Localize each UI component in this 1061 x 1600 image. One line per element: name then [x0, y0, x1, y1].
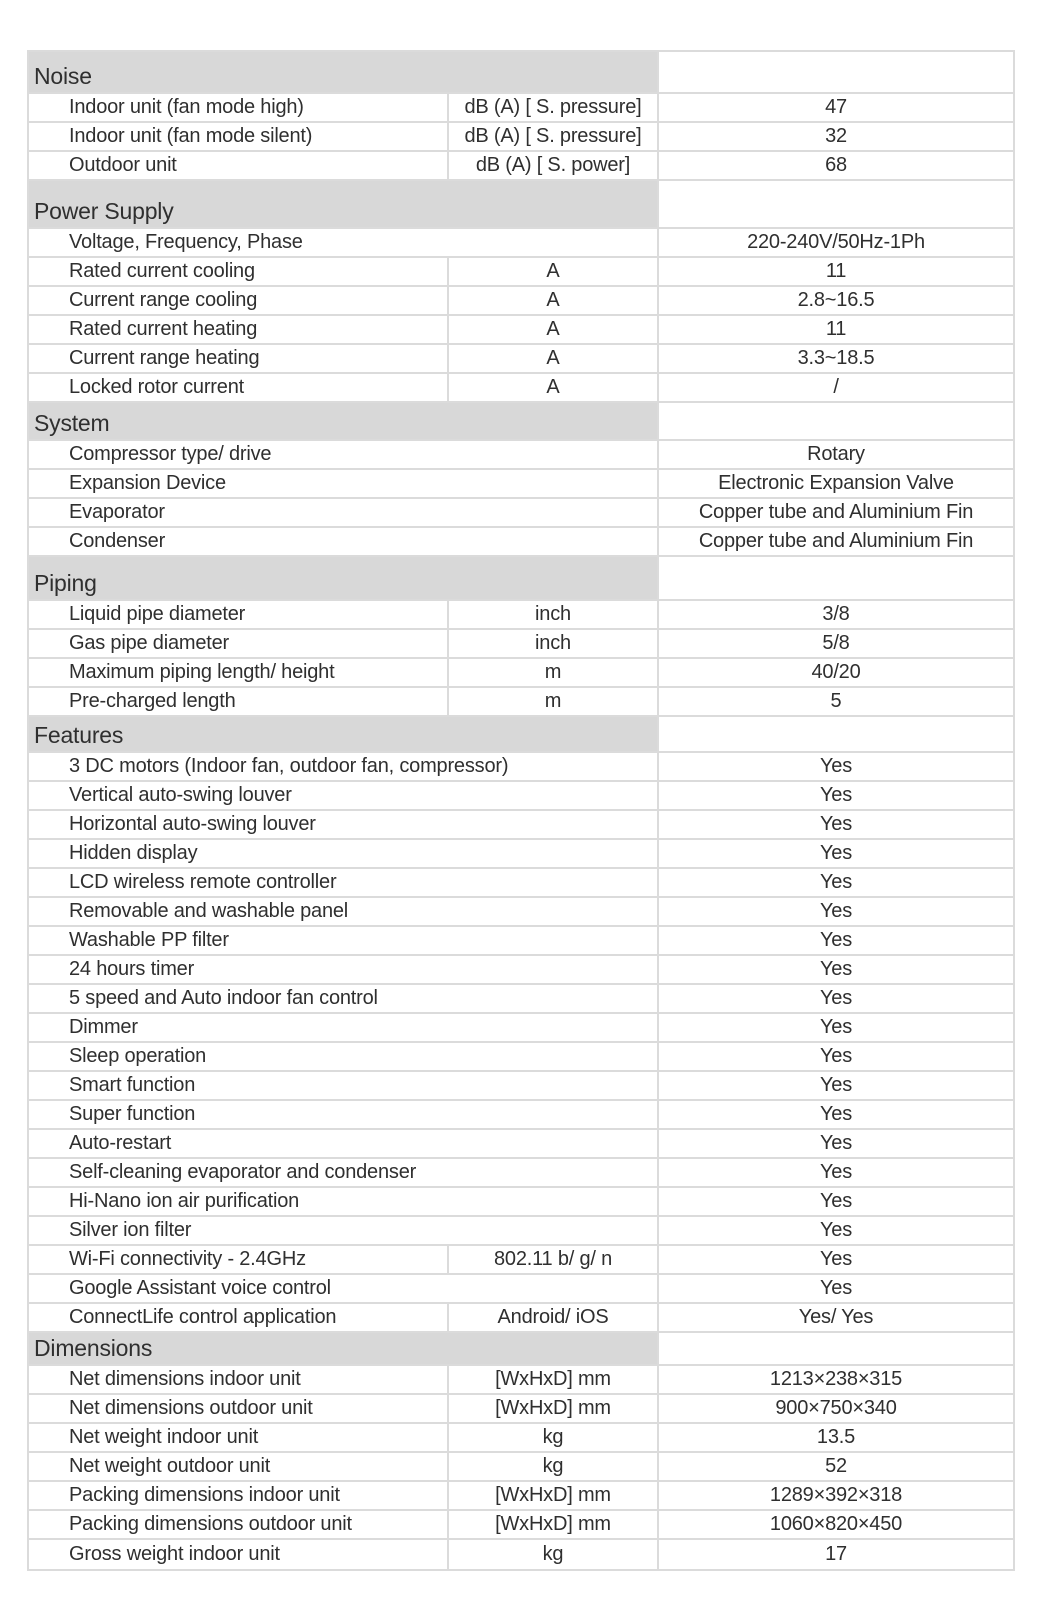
spec-value-cell: Yes	[819, 1219, 853, 1241]
spec-label-cell: Smart function	[29, 1072, 659, 1099]
spec-unit-cell: dB (A) [ S. power]	[449, 152, 659, 179]
spec-label-cell: ConnectLife control application	[29, 1304, 449, 1331]
spec-label-cell: Auto-restart	[29, 1130, 659, 1157]
spec-value-cell: Copper tube and Aluminium Fin	[698, 530, 974, 552]
spec-row	[29, 630, 1013, 659]
section-title: Power Supply	[29, 181, 659, 227]
spec-unit-cell: A	[449, 374, 659, 401]
spec-row	[29, 123, 1013, 152]
section-header-row-features	[29, 717, 1013, 753]
spec-row	[29, 345, 1013, 374]
spec-row	[29, 1072, 1013, 1101]
spec-row	[29, 1540, 1013, 1569]
spec-value-cell: 1213×238×315	[769, 1368, 903, 1390]
spec-row	[29, 1511, 1013, 1540]
spec-row	[29, 1159, 1013, 1188]
spec-row	[29, 659, 1013, 688]
spec-value-cell: 17	[825, 1543, 847, 1565]
spec-value-cell: 900×750×340	[775, 1397, 897, 1419]
spec-label-cell: Net weight indoor unit	[29, 1424, 449, 1451]
spec-row	[29, 1304, 1013, 1333]
spec-value-cell: 11	[825, 260, 847, 282]
spec-unit-cell: dB (A) [ S. pressure]	[449, 94, 659, 121]
spec-value-cell: 40/20	[811, 661, 861, 683]
spec-label-cell: Self-cleaning evaporator and condenser	[29, 1159, 659, 1186]
spec-row	[29, 374, 1013, 403]
spec-row	[29, 94, 1013, 123]
spec-label-cell: Packing dimensions indoor unit	[29, 1482, 449, 1509]
spec-value-cell: Yes	[819, 871, 853, 893]
spec-label-cell: 5 speed and Auto indoor fan control	[29, 985, 659, 1012]
spec-unit-cell: A	[449, 287, 659, 314]
spec-value-cell: 2.8~16.5	[797, 289, 875, 311]
spec-row	[29, 1395, 1013, 1424]
spec-unit-cell: kg	[449, 1453, 659, 1480]
spec-unit-cell: m	[449, 659, 659, 686]
section-header-empty-cell	[659, 52, 1013, 92]
spec-label-cell: Condenser	[29, 528, 659, 555]
spec-unit-cell: [WxHxD] mm	[449, 1482, 659, 1509]
spec-row	[29, 287, 1013, 316]
spec-value-cell: Yes	[819, 1132, 853, 1154]
spec-unit-cell: kg	[449, 1540, 659, 1569]
spec-label-cell: Washable PP filter	[29, 927, 659, 954]
spec-value-cell: Yes	[819, 842, 853, 864]
spec-label-cell: Indoor unit (fan mode high)	[29, 94, 449, 121]
spec-value-cell: 5	[830, 690, 842, 712]
spec-value-cell: Yes	[819, 900, 853, 922]
section-title: Piping	[29, 557, 659, 599]
spec-label-cell: Hidden display	[29, 840, 659, 867]
spec-value-cell: 3.3~18.5	[797, 347, 875, 369]
spec-value-cell: 220-240V/50Hz-1Ph	[747, 231, 925, 253]
spec-label-cell: 3 DC motors (Indoor fan, outdoor fan, compressor)	[29, 753, 659, 780]
spec-row	[29, 1275, 1013, 1304]
spec-value-cell: 3/8	[822, 603, 850, 625]
spec-row	[29, 229, 1013, 258]
spec-value-cell: Yes	[819, 1161, 853, 1183]
spec-label-cell: Evaporator	[29, 499, 659, 526]
spec-label-cell: Maximum piping length/ height	[29, 659, 449, 686]
spec-row	[29, 811, 1013, 840]
spec-unit-cell: [WxHxD] mm	[449, 1395, 659, 1422]
spec-value-cell: Yes	[819, 1248, 853, 1270]
spec-value-cell: Yes	[819, 1190, 853, 1212]
spec-value-cell: 47	[825, 96, 847, 118]
spec-label-cell: Rated current cooling	[29, 258, 449, 285]
spec-row	[29, 688, 1013, 717]
spec-label-cell: Gas pipe diameter	[29, 630, 449, 657]
spec-label-cell: Outdoor unit	[29, 152, 449, 179]
section-header-row-piping	[29, 557, 1013, 601]
spec-row	[29, 927, 1013, 956]
spec-unit-cell: A	[449, 316, 659, 343]
spec-value-cell: 11	[825, 318, 847, 340]
spec-unit-cell: A	[449, 258, 659, 285]
spec-unit-cell: [WxHxD] mm	[449, 1366, 659, 1393]
section-title: Features	[29, 717, 659, 751]
spec-value-cell: Yes	[819, 784, 853, 806]
spec-label-cell: Net dimensions outdoor unit	[29, 1395, 449, 1422]
spec-unit-cell: dB (A) [ S. pressure]	[449, 123, 659, 150]
spec-value-cell: Yes	[819, 1016, 853, 1038]
section-title: Dimensions	[29, 1333, 659, 1364]
spec-label-cell: Current range heating	[29, 345, 449, 372]
spec-label-cell: Dimmer	[29, 1014, 659, 1041]
spec-row	[29, 528, 1013, 557]
spec-value-cell: Yes/ Yes	[798, 1306, 874, 1328]
section-header-empty-cell	[659, 557, 1013, 599]
spec-row	[29, 956, 1013, 985]
spec-row	[29, 258, 1013, 287]
spec-label-cell: Wi-Fi connectivity - 2.4GHz	[29, 1246, 449, 1273]
spec-label-cell: Gross weight indoor unit	[29, 1540, 449, 1569]
spec-value-cell: 1289×392×318	[769, 1484, 903, 1506]
spec-label-cell: Super function	[29, 1101, 659, 1128]
spec-value-cell: Yes	[819, 813, 853, 835]
spec-row	[29, 1043, 1013, 1072]
spec-row	[29, 1366, 1013, 1395]
spec-label-cell: Voltage, Frequency, Phase	[29, 229, 659, 256]
spec-table	[27, 50, 1015, 1571]
spec-row	[29, 782, 1013, 811]
spec-value-cell: Yes	[819, 958, 853, 980]
spec-row	[29, 1217, 1013, 1246]
spec-row	[29, 1482, 1013, 1511]
spec-label-cell: Removable and washable panel	[29, 898, 659, 925]
spec-value-cell: 32	[825, 125, 847, 147]
spec-label-cell: Sleep operation	[29, 1043, 659, 1070]
spec-label-cell: Net dimensions indoor unit	[29, 1366, 449, 1393]
spec-label-cell: Expansion Device	[29, 470, 659, 497]
spec-label-cell: Horizontal auto-swing louver	[29, 811, 659, 838]
spec-row	[29, 470, 1013, 499]
spec-row	[29, 1424, 1013, 1453]
spec-value-cell: 68	[825, 154, 847, 176]
section-header-row-power-supply	[29, 181, 1013, 229]
spec-row	[29, 499, 1013, 528]
spec-row	[29, 1453, 1013, 1482]
spec-unit-cell: m	[449, 688, 659, 715]
section-title: System	[29, 403, 659, 439]
spec-label-cell: Net weight outdoor unit	[29, 1453, 449, 1480]
spec-label-cell: Rated current heating	[29, 316, 449, 343]
spec-unit-cell: kg	[449, 1424, 659, 1451]
spec-label-cell: Compressor type/ drive	[29, 441, 659, 468]
spec-row	[29, 152, 1013, 181]
spec-row	[29, 753, 1013, 782]
spec-value-cell: 13.5	[816, 1426, 856, 1448]
spec-value-cell: Yes	[819, 1277, 853, 1299]
spec-unit-cell: Android/ iOS	[449, 1304, 659, 1331]
spec-value-cell: Yes	[819, 755, 853, 777]
spec-row	[29, 601, 1013, 630]
spec-row	[29, 1188, 1013, 1217]
section-header-empty-cell	[659, 181, 1013, 227]
spec-unit-cell: inch	[449, 630, 659, 657]
spec-value-cell: Yes	[819, 1074, 853, 1096]
spec-value-cell: 52	[825, 1455, 847, 1477]
spec-value-cell: Yes	[819, 987, 853, 1009]
spec-row	[29, 1014, 1013, 1043]
spec-unit-cell: inch	[449, 601, 659, 628]
section-header-empty-cell	[659, 717, 1013, 751]
spec-value-cell: Yes	[819, 929, 853, 951]
spec-row	[29, 1101, 1013, 1130]
section-header-row-system	[29, 403, 1013, 441]
spec-value-cell: /	[833, 376, 839, 398]
spec-row	[29, 1246, 1013, 1275]
spec-label-cell: Liquid pipe diameter	[29, 601, 449, 628]
spec-label-cell: Pre-charged length	[29, 688, 449, 715]
spec-label-cell: Current range cooling	[29, 287, 449, 314]
spec-unit-cell: A	[449, 345, 659, 372]
spec-label-cell: Hi-Nano ion air purification	[29, 1188, 659, 1215]
spec-value-cell: 5/8	[822, 632, 850, 654]
spec-row	[29, 441, 1013, 470]
spec-value-cell: Yes	[819, 1045, 853, 1067]
spec-row	[29, 985, 1013, 1014]
spec-label-cell: Google Assistant voice control	[29, 1275, 659, 1302]
spec-label-cell: LCD wireless remote controller	[29, 869, 659, 896]
section-header-row-noise	[29, 52, 1013, 94]
spec-unit-cell: [WxHxD] mm	[449, 1511, 659, 1538]
spec-label-cell: Packing dimensions outdoor unit	[29, 1511, 449, 1538]
spec-row	[29, 316, 1013, 345]
section-header-empty-cell	[659, 1333, 1013, 1364]
spec-label-cell: Vertical auto-swing louver	[29, 782, 659, 809]
spec-value-cell: Copper tube and Aluminium Fin	[698, 501, 974, 523]
section-header-row-dimensions	[29, 1333, 1013, 1366]
spec-label-cell: Locked rotor current	[29, 374, 449, 401]
spec-row	[29, 840, 1013, 869]
spec-label-cell: 24 hours timer	[29, 956, 659, 983]
spec-row	[29, 869, 1013, 898]
spec-row	[29, 898, 1013, 927]
section-title: Noise	[29, 52, 659, 92]
spec-value-cell: 1060×820×450	[769, 1513, 903, 1535]
spec-row	[29, 1130, 1013, 1159]
spec-label-cell: Silver ion filter	[29, 1217, 659, 1244]
spec-value-cell: Rotary	[807, 443, 865, 465]
spec-value-cell: Electronic Expansion Valve	[718, 472, 954, 494]
section-header-empty-cell	[659, 403, 1013, 439]
spec-value-cell: Yes	[819, 1103, 853, 1125]
spec-label-cell: Indoor unit (fan mode silent)	[29, 123, 449, 150]
spec-unit-cell: 802.11 b/ g/ n	[449, 1246, 659, 1273]
